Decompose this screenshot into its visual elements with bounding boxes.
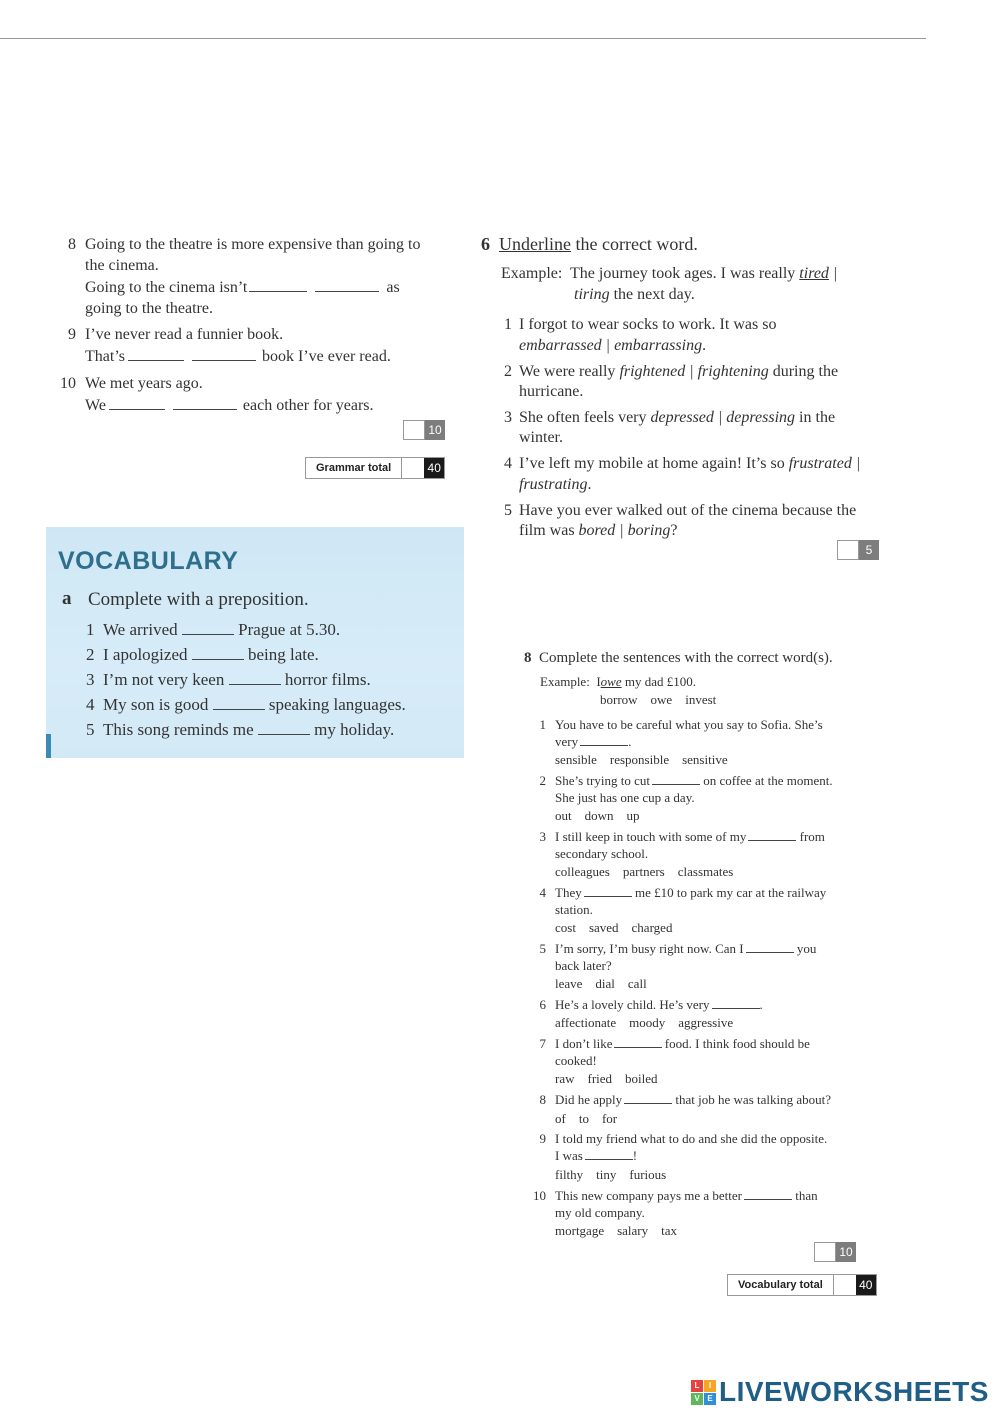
question-number: 6 — [539, 997, 546, 1012]
word-options[interactable]: colleagues partners classmates — [555, 864, 734, 879]
question-number: 3 — [539, 829, 546, 844]
question-text: Going to the theatre is more expensive than going to — [85, 236, 421, 253]
score-input[interactable] — [403, 420, 425, 440]
question-text: station. — [555, 902, 593, 917]
question-line: This new company pays me a better than — [555, 1188, 818, 1203]
word-options[interactable]: sensible responsible sensitive — [555, 752, 728, 767]
score-input[interactable] — [837, 540, 859, 560]
question-number: 1 — [539, 717, 546, 732]
question-number: 3 — [504, 409, 512, 426]
answer-blank[interactable] — [712, 1007, 760, 1009]
question-number: 9 — [539, 1131, 546, 1146]
question-number: 10 — [533, 1188, 546, 1203]
section-8-score-box — [814, 1242, 856, 1262]
vocabulary-title: VOCABULARY — [58, 547, 239, 575]
question-text: hurricane. — [519, 383, 584, 400]
question-number: 2 — [539, 773, 546, 788]
logo-text: LIVEWORKSHEETS — [719, 1376, 989, 1407]
question-line: They me £10 to park my car at the railway — [555, 885, 827, 900]
answer-blank[interactable] — [258, 733, 310, 735]
answer-blank[interactable] — [624, 1102, 672, 1104]
word-choice[interactable]: embarrassed | embarrassing. — [519, 337, 707, 354]
question-text: I forgot to wear socks to work. It was so — [519, 316, 777, 333]
answer-blank[interactable] — [746, 951, 794, 953]
logo-letter: I — [704, 1380, 716, 1392]
question-number: 4 — [539, 885, 546, 900]
score-max: 5 — [859, 540, 879, 560]
vocabulary-total-label: Vocabulary total — [738, 1279, 823, 1291]
question-text: going to the theatre. — [85, 300, 213, 317]
panel-edge-marker — [46, 734, 51, 758]
word-options[interactable]: filthy tiny furious — [555, 1167, 667, 1182]
example-line: Example: The journey took ages. I was really tired | — [501, 265, 838, 282]
question-number: 4 — [504, 455, 512, 472]
word-options[interactable]: out down up — [555, 808, 640, 823]
question-text: Have you ever walked out of the cinema because the — [519, 502, 857, 519]
answer-blank[interactable] — [192, 658, 244, 660]
logo-icon — [691, 1380, 716, 1405]
question-text: We met years ago. — [85, 375, 203, 392]
vocabulary-panel — [46, 527, 464, 758]
question-text: I’ve never read a funnier book. — [85, 326, 284, 343]
answer-blank[interactable] — [192, 359, 256, 361]
question-line: I’m sorry, I’m busy right now. Can I you — [555, 941, 817, 956]
example-line: Example: Iowe my dad £100. — [540, 674, 697, 689]
logo-letter: E — [704, 1393, 716, 1405]
answer-blank[interactable] — [652, 783, 700, 785]
answer-blank[interactable] — [213, 708, 265, 710]
answer-blank[interactable] — [315, 290, 379, 292]
answer-blank[interactable] — [614, 1046, 662, 1048]
question-line: I don’t like food. I think food should be — [555, 1036, 810, 1051]
question-text: my old company. — [555, 1205, 645, 1220]
top-rule — [0, 38, 926, 39]
word-choice[interactable]: frustrating. — [519, 476, 592, 493]
answer-blank[interactable] — [229, 683, 281, 685]
question-line: Going to the cinema isn’t as — [85, 279, 400, 296]
section-6-score-box — [837, 540, 879, 560]
answer-blank[interactable] — [182, 633, 234, 635]
grammar-total-value: 40 — [424, 458, 444, 478]
question-text: cooked! — [555, 1053, 597, 1068]
answer-blank[interactable] — [744, 1198, 792, 1200]
vocabulary-total-value: 40 — [856, 1275, 876, 1295]
question-number: 5 — [539, 941, 546, 956]
vocabulary-total-box — [727, 1274, 877, 1296]
vocab-item: 1 We arrived Prague at 5.30. — [86, 620, 341, 639]
logo-letter: V — [691, 1393, 703, 1405]
score-max: 10 — [836, 1242, 856, 1262]
word-choice[interactable]: I’ve left my mobile at home again! It’s so frustrated | — [519, 455, 861, 472]
section-6-heading: 6 Underline the correct word. — [481, 234, 698, 254]
question-number: 2 — [504, 363, 512, 380]
answer-blank[interactable] — [109, 408, 165, 410]
answer-blank[interactable] — [748, 839, 796, 841]
answer-blank[interactable] — [585, 1158, 633, 1160]
question-text: back later? — [555, 958, 612, 973]
question-text: secondary school. — [555, 846, 649, 861]
question-text: winter. — [519, 429, 563, 446]
question-number: 8 — [539, 1092, 546, 1107]
logo-letter: L — [691, 1380, 703, 1392]
task-letter: a — [62, 588, 72, 609]
task-instruction: Complete with a preposition. — [88, 589, 309, 610]
question-number: 7 — [539, 1036, 546, 1051]
grammar-score-box — [403, 420, 445, 440]
word-options[interactable]: mortgage salary tax — [555, 1223, 678, 1238]
question-line: Did he apply that job he was talking about? — [555, 1092, 832, 1107]
total-input[interactable] — [401, 458, 424, 478]
question-number: 9 — [68, 326, 76, 343]
word-options[interactable]: affectionate moody aggressive — [555, 1015, 734, 1030]
grammar-total-box — [305, 457, 445, 479]
section-8-heading: 8 Complete the sentences with the correct word(s). — [524, 650, 833, 666]
question-number: 10 — [60, 375, 76, 392]
question-line: She’s trying to cut on coffee at the moment. — [555, 773, 833, 788]
answer-blank[interactable] — [249, 290, 307, 292]
answer-blank[interactable] — [173, 408, 237, 410]
word-options[interactable]: raw fried boiled — [555, 1071, 658, 1086]
answer-blank[interactable] — [584, 895, 632, 897]
word-choice[interactable]: We were really frightened | frightening during the — [519, 363, 839, 380]
question-number: 5 — [504, 502, 512, 519]
total-input[interactable] — [833, 1275, 856, 1295]
question-line: We each other for years. — [85, 397, 374, 414]
word-options[interactable]: leave dial call — [555, 976, 647, 991]
vocab-item: 5 This song reminds me my holiday. — [86, 720, 395, 739]
grammar-total-label: Grammar total — [316, 462, 392, 474]
question-number: 1 — [504, 316, 512, 333]
word-options[interactable]: of to for — [555, 1111, 618, 1126]
question-line: I still keep in touch with some of my from — [555, 829, 825, 844]
word-choice[interactable]: She often feels very depressed | depressing in the — [519, 409, 836, 426]
liveworksheets-logo[interactable] — [691, 1376, 989, 1408]
question-text: You have to be careful what you say to Sofia. She’s — [555, 717, 823, 732]
word-options[interactable]: cost saved charged — [555, 920, 673, 935]
question-line: He’s a lovely child. He’s very . — [555, 997, 763, 1012]
score-max: 10 — [425, 420, 445, 440]
question-number: 8 — [68, 236, 76, 253]
word-options: borrow owe invest — [600, 692, 717, 707]
answer-blank[interactable] — [128, 359, 184, 361]
answer-blank[interactable] — [580, 744, 628, 746]
example-line: tiring the next day. — [574, 286, 695, 303]
vocab-item: 3 I’m not very keen horror films. — [86, 670, 371, 689]
word-choice[interactable]: film was bored | boring? — [519, 522, 678, 539]
question-line: That’s book I’ve ever read. — [85, 348, 391, 365]
question-line: very . — [555, 734, 632, 749]
question-line: I was ! — [555, 1148, 638, 1163]
vocab-item: 2 I apologized being late. — [86, 645, 319, 664]
score-input[interactable] — [814, 1242, 836, 1262]
question-text: the cinema. — [85, 257, 159, 274]
vocab-item: 4 My son is good speaking languages. — [86, 695, 406, 714]
question-text: She just has one cup a day. — [555, 790, 695, 805]
question-text: I told my friend what to do and she did the opposite. — [555, 1131, 828, 1146]
